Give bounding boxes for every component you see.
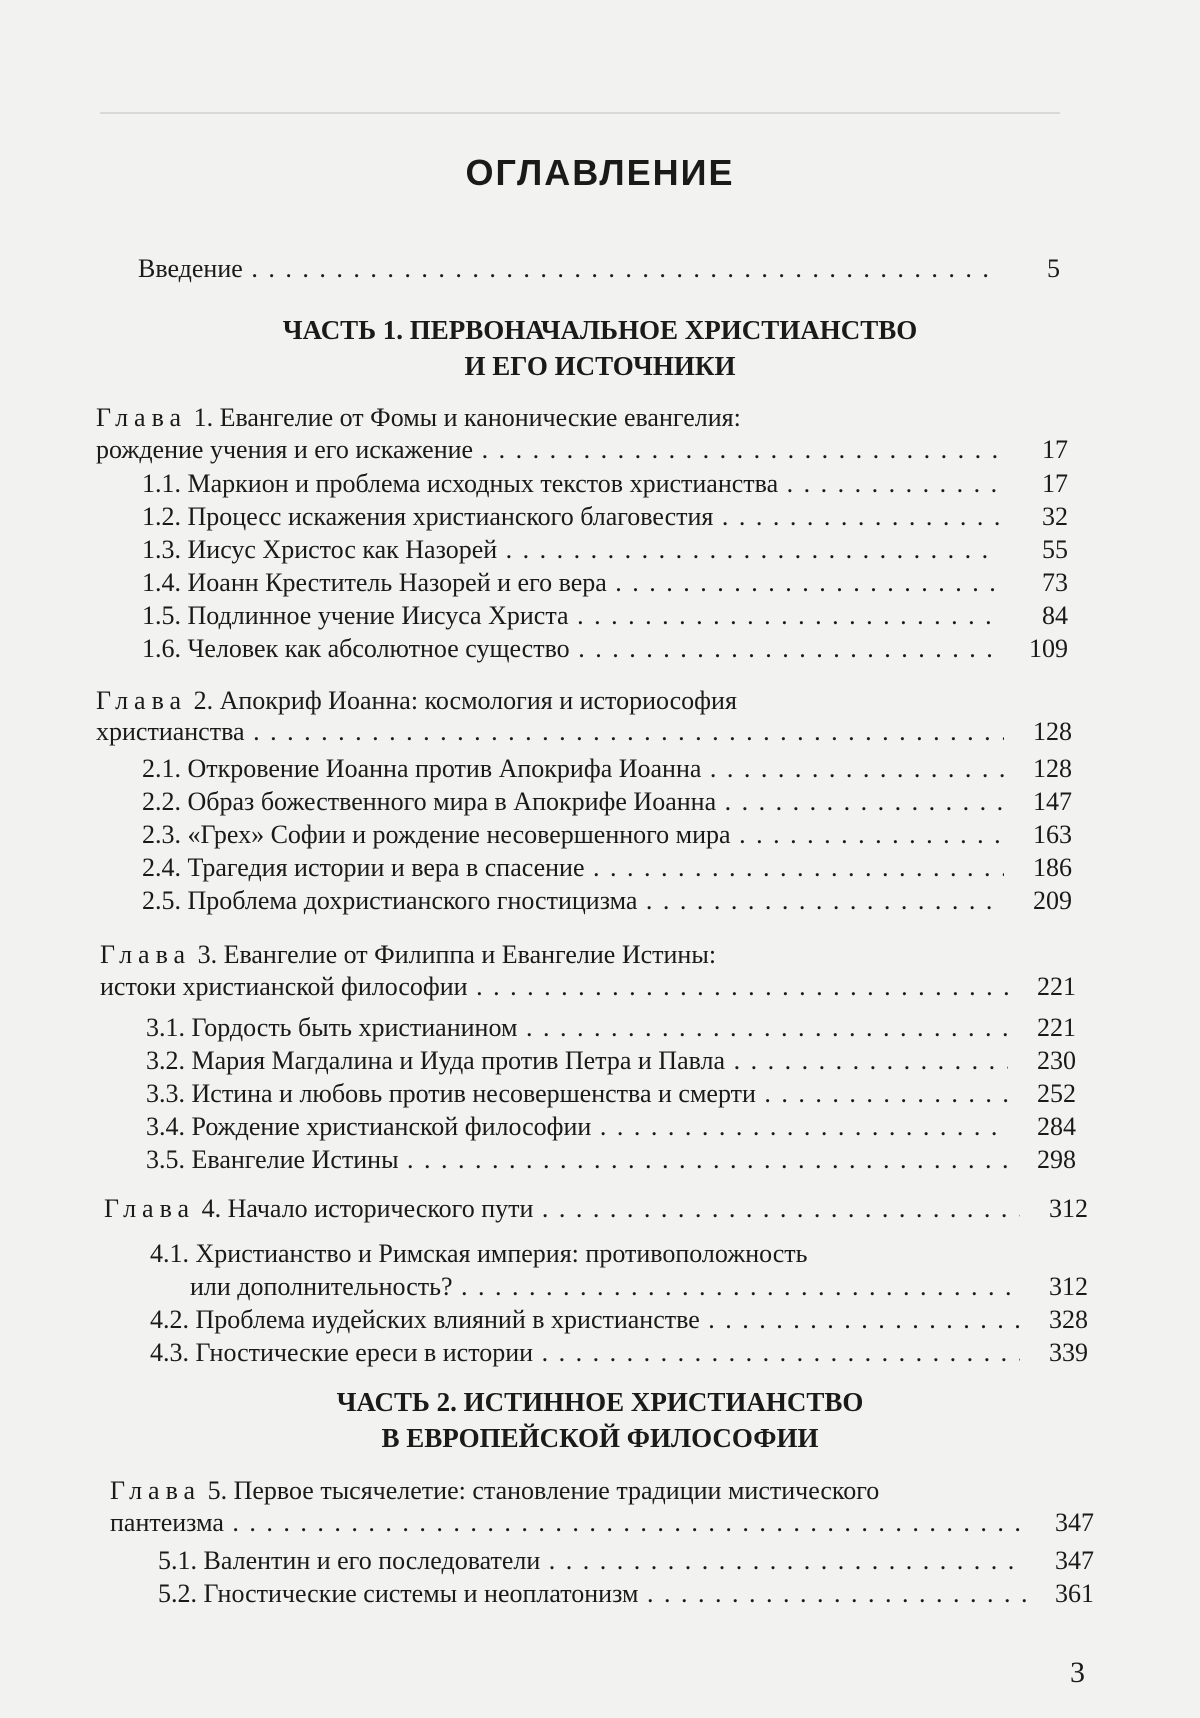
entry-page: 347 (1055, 1508, 1094, 1537)
entry-label: или дополнительность? (190, 1272, 453, 1301)
entry-page: 163 (1033, 820, 1072, 849)
toc-entry-section (142, 632, 1068, 666)
chapter-prefix: Глава (110, 1476, 202, 1505)
entry-label: 1.2. Процесс искажения христианского благовестия (142, 502, 714, 531)
entry-label: 4. Начало исторического пути (195, 1194, 534, 1223)
toc-entry-section (150, 1336, 1088, 1370)
entry-page: 73 (1042, 568, 1068, 597)
chapter-prefix: Глава (100, 940, 192, 969)
entry-page: 55 (1042, 535, 1068, 564)
toc-entry-section (142, 566, 1068, 600)
chapter-prefix: Глава (104, 1194, 196, 1223)
part-heading-line: И ЕГО ИСТОЧНИКИ (464, 351, 736, 381)
toc-entry-section (142, 851, 1072, 885)
entry-page: 284 (1037, 1112, 1076, 1141)
toc-entry-section (146, 1011, 1076, 1045)
entry-page: 221 (1037, 1013, 1076, 1042)
entry-label: 1.1. Маркион и проблема исходных текстов христианства (142, 469, 779, 498)
toc-entry-section (150, 1303, 1088, 1337)
entry-page: 347 (1055, 1546, 1094, 1575)
toc-entry-chapter-1 (96, 433, 1068, 467)
entry-label: 1.3. Иисус Христос как Назорей (142, 535, 498, 564)
toc-entry-section (150, 1270, 1088, 1304)
entry-page: 5 (1047, 254, 1060, 283)
entry-page: 84 (1042, 601, 1068, 630)
entry-label: 2.1. Откровение Иоанна против Апокрифа Иоанна (142, 754, 702, 783)
toc-entry-section (146, 1110, 1076, 1144)
part-heading-line: ЧАСТЬ 1. ПЕРВОНАЧАЛЬНОЕ ХРИСТИАНСТВО (282, 315, 918, 345)
chapter-5-title (110, 1474, 879, 1508)
entry-label: 5.1. Валентин и его последователи (158, 1546, 541, 1575)
toc-entry-section-line: 4.1. Христианство и Римская империя: противоположность (150, 1239, 808, 1268)
entry-label: 3.3. Истина и любовь против несовершенства и смерти (146, 1079, 756, 1108)
entry-page: 312 (1049, 1272, 1088, 1301)
toc-entry-chapter-3 (100, 970, 1076, 1004)
entry-page: 186 (1033, 853, 1072, 882)
entry-page: 298 (1037, 1145, 1076, 1174)
toc-entry-intro (138, 252, 1060, 286)
entry-page: 128 (1033, 754, 1072, 783)
entry-page: 209 (1033, 886, 1072, 915)
part-heading-2 (0, 1384, 1200, 1456)
chapter-2-title (96, 684, 737, 718)
entry-label: 2.5. Проблема дохристианского гностицизма (142, 886, 638, 915)
toc-entry-section (146, 1077, 1076, 1111)
chapter-heading: 2. Апокриф Иоанна: космология и историософия (187, 686, 737, 715)
page-number: 3 (1070, 1656, 1085, 1689)
entry-label: 3.4. Рождение христианской философии (146, 1112, 592, 1141)
toc-entry-section (142, 467, 1068, 501)
entry-page: 230 (1037, 1046, 1076, 1075)
bleed-through-rule (100, 112, 1060, 114)
toc-entry-section (142, 533, 1068, 567)
toc-entry-section (142, 500, 1068, 534)
toc-entry-section (142, 752, 1072, 786)
part-heading-line: ЧАСТЬ 2. ИСТИННОЕ ХРИСТИАНСТВО (336, 1387, 864, 1417)
entry-label: христианства (96, 717, 245, 746)
entry-label: 1.5. Подлинное учение Иисуса Христа (142, 601, 569, 630)
entry-page: 339 (1049, 1338, 1088, 1367)
entry-label: рождение учения и его искажение (96, 435, 474, 464)
part-heading-1 (0, 312, 1200, 384)
entry-label: 1.4. Иоанн Креститель Назорей и его вера (142, 568, 607, 597)
toc-entry-section (158, 1544, 1094, 1578)
toc-entry-section (142, 818, 1072, 852)
entry-page: 128 (1033, 717, 1072, 746)
entry-label: 4.3. Гностические ереси в истории (150, 1338, 534, 1367)
toc-entry-chapter-2 (96, 715, 1072, 749)
entry-page: 109 (1029, 634, 1068, 663)
toc-entry-section (142, 599, 1068, 633)
chapter-prefix: Глава (96, 686, 188, 715)
chapter-prefix: Глава (96, 403, 188, 432)
entry-page: 361 (1055, 1579, 1094, 1608)
toc-entry-chapter-4 (104, 1192, 1088, 1226)
chapter-heading: 5. Первое тысячелетие: становление традиции мистического (201, 1476, 880, 1505)
entry-label: 2.3. «Грех» Софии и рождение несовершенного мира (142, 820, 731, 849)
chapter-heading: 3. Евангелие от Филиппа и Евангелие Истины: (191, 940, 717, 969)
chapter-3-title (100, 938, 716, 972)
page-title: ОГЛАВЛЕНИЕ (465, 152, 735, 193)
entry-label: 2.4. Трагедия истории и вера в спасение (142, 853, 585, 882)
entry-label: 5.2. Гностические системы и неоплатонизм (158, 1579, 639, 1608)
entry-page: 252 (1037, 1079, 1076, 1108)
entry-page: 17 (1042, 469, 1068, 498)
entry-label: 1.6. Человек как абсолютное существо (142, 634, 570, 663)
entry-page: 32 (1042, 502, 1068, 531)
entry-page: 147 (1033, 787, 1072, 816)
entry-label: 3.1. Гордость быть христианином (146, 1013, 518, 1042)
entry-page: 328 (1049, 1305, 1088, 1334)
entry-page: 312 (1049, 1194, 1088, 1223)
chapter-heading: 1. Евангелие от Фомы и канонические евангелия: (187, 403, 741, 432)
toc-entry-chapter-5 (110, 1506, 1094, 1540)
toc-entry-section (142, 785, 1072, 819)
entry-label: пантеизма (110, 1508, 224, 1537)
chapter-1-title (96, 401, 741, 435)
entry-page: 17 (1042, 435, 1068, 464)
toc-entry-section (158, 1577, 1094, 1611)
toc-entry-section (142, 884, 1072, 918)
toc-entry-section (146, 1044, 1076, 1078)
entry-label: Введение (138, 254, 243, 283)
part-heading-line: В ЕВРОПЕЙСКОЙ ФИЛОСОФИИ (381, 1423, 819, 1453)
entry-label: 2.2. Образ божественного мира в Апокрифе Иоанна (142, 787, 717, 816)
entry-label: 3.2. Мария Магдалина и Иуда против Петра и Павла (146, 1046, 726, 1075)
entry-label: 4.2. Проблема иудейских влияний в христианстве (150, 1305, 700, 1334)
entry-page: 221 (1037, 972, 1076, 1001)
toc-entry-section (146, 1143, 1076, 1177)
entry-label: 3.5. Евангелие Истины (146, 1145, 399, 1174)
entry-label: истоки христианской философии (100, 972, 468, 1001)
